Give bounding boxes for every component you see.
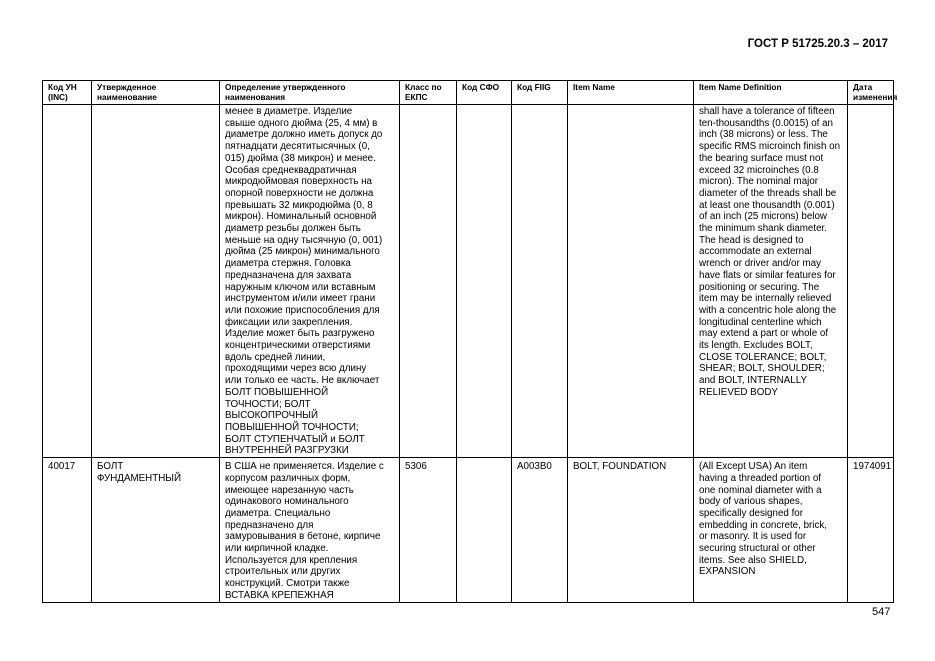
- cell-sfo-code: [457, 458, 512, 602]
- column-header-item-definition: Item Name Definition: [694, 81, 848, 105]
- cell-fiig-code: [512, 105, 568, 458]
- cell-approved-name: [92, 105, 220, 458]
- cell-item-definition: (All Except USA) An item having a threaded portion of one nominal diameter with a body of various shapes, specifically designed for embedding in concrete, brick, or masonry. It is used for securing structural or other items. See also SHIELD, EXPANSION: [694, 458, 848, 602]
- cell-item-name: BOLT, FOUNDATION: [568, 458, 694, 602]
- column-header-approved-name: Утвержденное наименование: [92, 81, 220, 105]
- column-header-fiig-code: Код FIIG: [512, 81, 568, 105]
- table-header-row: [43, 81, 894, 105]
- column-header-definition: Определение утвержденного наименования: [220, 81, 400, 105]
- cell-change-date: [848, 105, 894, 458]
- cell-sfo-code: [457, 105, 512, 458]
- document-standard-header: ГОСТ Р 51725.20.3 – 2017: [747, 38, 888, 50]
- column-header-item-name: Item Name: [568, 81, 694, 105]
- cell-definition: В США не применяется. Изделие с корпусом различных форм, имеющее нарезанную часть одинакового номинального диаметра. Специально предназначено для замуровывания в бетоне, кирпиче или кирпичной кладке. Используется для крепления строительных или других конструкций. Смотри также ВСТАВКА КРЕПЕЖНАЯ: [220, 458, 400, 602]
- cell-fiig-code: A003B0: [512, 458, 568, 602]
- cell-inc: 40017: [43, 458, 92, 602]
- cell-item-name: [568, 105, 694, 458]
- cell-item-definition: shall have a tolerance of fifteen ten-thousandths (0.0015) of an inch (38 microns) or less. The specific RMS microinch finish on the bearing surface must not exceed 32 microinches (0.8 micron). The nominal major diameter of the threads shall be at least one thousandth (0.001) of an inch (25 microns) below the minimum shank diameter. The head is designed to accommodate an external wrench or driver and/or may have flats or similar features for positioning or securing. The item may be internally relieved with a concentric hole along the longitudinal centerline which may extend a part or whole of its length. Excludes BOLT, CLOSE TOLERANCE; BOLT, SHEAR; BOLT, SHOULDER; and BOLT, INTERNALLY RELIEVED BODY: [694, 105, 848, 458]
- table-row: [43, 105, 894, 458]
- catalog-table: [42, 80, 898, 603]
- column-header-change-date: Дата изменения: [848, 81, 894, 105]
- page-number: 547: [872, 606, 891, 618]
- cell-ekps-class: 5306: [400, 458, 457, 602]
- cell-definition: менее в диаметре. Изделие свыше одного дюйма (25, 4 мм) в диаметре должно иметь допуск до пятнадцати десятитысячных (0, 015) дюйма (38 микрон) и менее. Особая среднеквадратичная микродюймовая поверхность на опорной поверхности не должна превышать 32 микродюйма (0, 8 микрон). Номинальный основной диаметр резьбы должен быть меньше на одну тысячную (0, 001) дюйма (25 микрон) минимального диаметра стержня. Головка предназначена для захвата наружным ключом или вставным инструментом и/или имеет грани или похожие приспособления для фиксации или закрепления. Изделие может быть разгружено концентрическими отверстиями вдоль средней линии, проходящими через всю длину или только ее часть. Не включает БОЛТ ПОВЫШЕННОЙ ТОЧНОСТИ; БОЛТ ВЫСОКОПРОЧНЫЙ ПОВЫШЕННОЙ ТОЧНОСТИ; БОЛТ СТУПЕНЧАТЫЙ и БОЛТ ВНУТРЕННЕЙ РАЗГРУЗКИ: [220, 105, 400, 458]
- cell-change-date: 1974091: [848, 458, 894, 602]
- column-header-inc: Код УН (INC): [43, 81, 92, 105]
- cell-ekps-class: [400, 105, 457, 458]
- column-header-sfo-code: Код СФО: [457, 81, 512, 105]
- cell-inc: [43, 105, 92, 458]
- cell-approved-name: БОЛТ ФУНДАМЕНТНЫЙ: [92, 458, 220, 602]
- table-row: [43, 458, 894, 602]
- column-header-ekps-class: Класс по ЕКПС: [400, 81, 457, 105]
